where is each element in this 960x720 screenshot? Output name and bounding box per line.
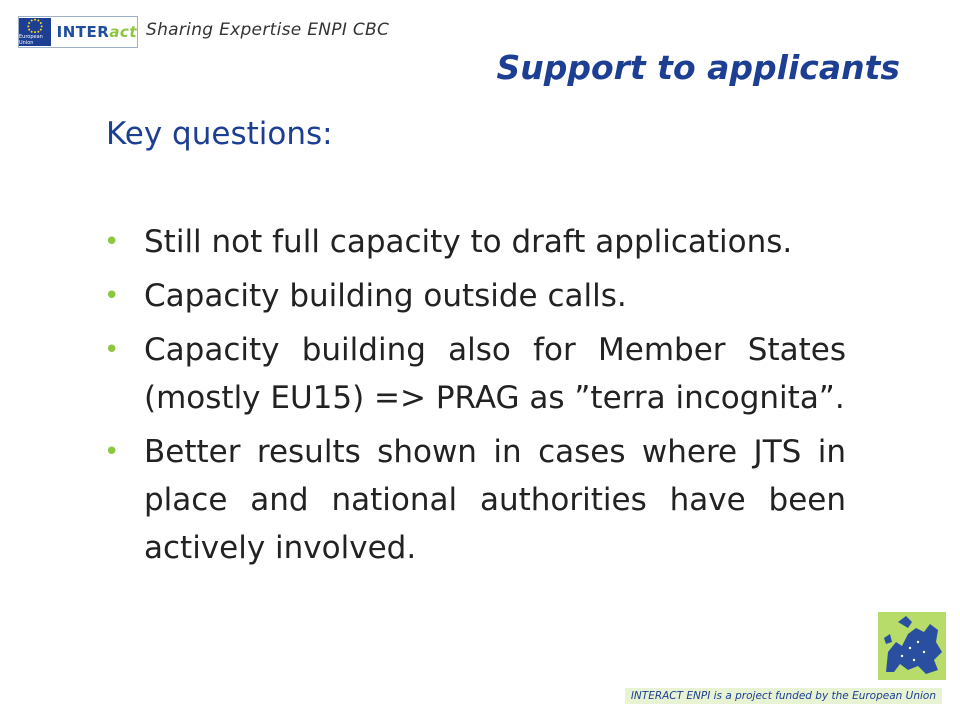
bullet-item: • Better results shown in cases where JTS in place and national authorities have been actively involved.: [104, 428, 846, 572]
bullet-item: • Capacity building outside calls.: [104, 272, 846, 320]
brand-main: INTER: [56, 23, 110, 41]
brand-accent: act: [109, 23, 137, 41]
bullet-list: [104, 218, 846, 578]
bullet-item: • Capacity building also for Member States (mostly EU15) => PRAG as ”terra incognita”.: [104, 326, 846, 422]
bullet-item: • Still not full capacity to draft applications.: [104, 218, 846, 266]
europe-map-icon: [878, 612, 946, 680]
slide-title: Support to applicants: [496, 48, 900, 87]
eu-caption: European Union: [19, 34, 43, 46]
brand-name: [57, 23, 137, 41]
subheading: Key questions:: [106, 116, 333, 152]
eu-flag-icon: [19, 18, 51, 46]
footer-note: INTERACT ENPI is a project funded by the European Union: [625, 688, 942, 704]
tagline: Sharing Expertise ENPI CBC: [146, 20, 390, 40]
interact-logo: [18, 16, 138, 48]
